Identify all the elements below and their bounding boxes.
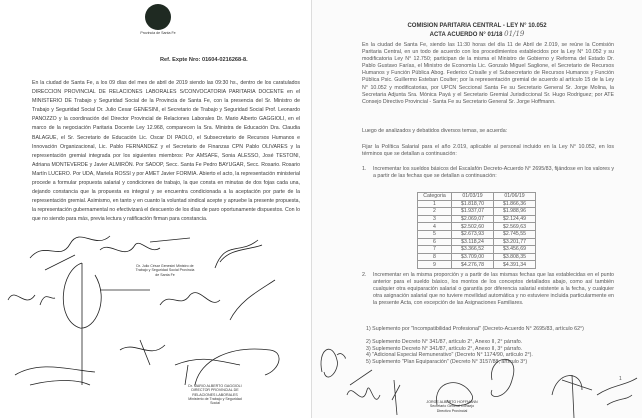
march-value-cell: $2.502,60 — [452, 223, 494, 231]
march-value-cell: $3.118,24 — [452, 238, 494, 246]
category-cell: 8 — [418, 253, 452, 261]
march-value-cell: $4.276,78 — [452, 261, 494, 269]
category-cell: 6 — [418, 238, 452, 246]
signature-f — [552, 375, 592, 418]
header-date-2: 01/06/19 — [494, 193, 536, 201]
page-number: 1 — [619, 376, 622, 382]
hoffmann-stamp: JORGE ALBERTO HOFFMANN Secretario General Consejo Directivo Provincial — [426, 400, 478, 413]
table-row — [418, 223, 536, 231]
item-text: Incrementar los sueldos básicos del Escalafón Decreto-Acuerdo N° 2695/83, fijándose en los valores y a partir de las fechas que se detallan a continuación: — [373, 166, 614, 180]
table-row — [418, 246, 536, 254]
signature-b — [347, 370, 380, 399]
signature-3 — [215, 240, 262, 268]
supplement-item: 1) Suplemento por "Incompatibilidad Profesional" (Decreto-Acuerdo N° 2695/83, artículo 62°) — [366, 326, 584, 332]
policy-paragraph: Fijar la Política Salarial para el año 2.019, aplicable al personal incluido en la Ley N° 10.052, en los términos que se detallan a continuación: — [362, 144, 614, 158]
item-number: 1. — [362, 166, 367, 172]
category-cell: 7 — [418, 246, 452, 254]
acta-number: ACTA ACUERDO N° 01/18 — [429, 32, 503, 38]
item-text: Incrementar en la misma proporción y a partir de las mismas fechas que las establecidas en el punto anterior para el sueldo básico, los montos de los conceptos detallados abajo, como así también cualquier otra equiparación salarial o garantía por diferencia salarial existente a la fecha, y cualquier otra asignación salarial que no tuviere movilidad automática y no estuviere incluida particularmente en la presente Acta, con excepción de las Asignaciones Familiares. — [373, 272, 614, 307]
june-value-cell: $2.124,49 — [494, 215, 536, 223]
category-cell: 9 — [418, 261, 452, 269]
category-cell: 4 — [418, 223, 452, 231]
signature-5 — [63, 263, 150, 385]
june-value-cell: $3.808,35 — [494, 253, 536, 261]
signature-1 — [30, 236, 110, 270]
agreement-line: Luego de analizados y debatidos diversos temas, se acuerda: — [362, 128, 508, 134]
handwritten-correction: 01/19 — [504, 30, 525, 38]
supplement-item: 5) Suplemento "Plan Equiparación" (Decreto N° 3157/88, artículo 3°) — [366, 359, 528, 365]
title-line: COMISION PARITARIA CENTRAL - LEY N° 10.052 — [407, 23, 547, 29]
logo-caption: Provincia de Santa Fe — [140, 31, 176, 35]
table-header-row — [418, 193, 536, 201]
june-value-cell: $4.391,34 — [494, 261, 536, 269]
signature-6 — [160, 280, 275, 320]
category-cell: 1 — [418, 200, 452, 208]
intro-paragraph: En la ciudad de Santa Fe, siendo las 11:30 horas del día 11 de Abril de 2.019, se reúne la Comisión Paritaria Central, en un todo de acuerdo con los procedimientos establecidos por la Ley N° 10.052 y su modificatoria Ley N° 12.750; participan de la misma el Ministro de Gobierno y Reforma del Estado Dr. Pablo Gustavo Farías, el Ministro de Economía Lic. Gonzalo Miguel Saglione, el Secretario de Recursos Humanos y Función Pública Abog. Federico Crisalle y el Subsecretario de Recursos Humanos y Función Pública Psic. Guillermo Esteban Coulter; por la representación gremial de acuerdo al artículo 15 de la Ley N° 10.052 y modificatorias, por UPCN Seccional Santa Fe su Secretario General Sr. Jorge Molina, la Secretaria Adjunta Sra. Mónica Payá y el Secretario Gremial Jurisdiccional Sr. Hugo Rodriguez; por ATE Consejo Directivo Provincial - Santa Fe su Secretario General Sr. Jorge Hoffmann. — [362, 42, 614, 105]
march-value-cell: $1.818,70 — [452, 200, 494, 208]
signature-e — [491, 359, 514, 396]
supplement-item: 4) "Adicional Especial Remunerativo" (Decreto N° 1174/90, artículo 2°). — [366, 352, 533, 358]
signature-c — [392, 380, 400, 415]
reference-number: Ref. Expte Nro: 01604-0216268-8. — [160, 57, 248, 63]
table-row — [418, 230, 536, 238]
signature-7 — [120, 340, 240, 365]
item-number: 2. — [362, 272, 367, 278]
march-value-cell: $2.673,93 — [452, 230, 494, 238]
minister-stamp: Dr. Julio César Genesini Ministro de Trabajo y Seguridad Social Provincia de Santa Fe — [135, 264, 195, 277]
march-value-cell: $3.709,00 — [452, 253, 494, 261]
category-cell: 5 — [418, 230, 452, 238]
june-value-cell: $1.866,36 — [494, 200, 536, 208]
supplement-item: 2) Suplemento Decreto N° 341/87, artículo 2°, Anexo II, 2° párrafo. — [366, 339, 523, 345]
signatures — [0, 0, 312, 418]
category-cell: 2 — [418, 208, 452, 216]
signature-a — [321, 349, 345, 377]
table-row — [418, 200, 536, 208]
march-value-cell: $1.937,07 — [452, 208, 494, 216]
director-stamp: Dr. MARIO ALBERTO GAGGIOLI DIRECTOR PROVINCIAL DE RELACIONES LABORALES Ministerio de Trabajo y Seguridad Social — [188, 384, 242, 406]
march-value-cell: $3.366,52 — [452, 246, 494, 254]
minutes-body: En la ciudad de Santa Fe, a los 09 días del mes de abril de 2019 siendo las 09:30 hs., dentro de los caratulados DIRECCION PROVINCIAL DE RELACIONES LABORALES S/CONVOCATORIA PARITARIA DOCENTE en el MINISTERIO DE Trabajo y Seguridad Social de la Provincia de Santa Fe, con la presencia del Sr. Ministro de Trabajo y Seguridad Social Dr. Julio Cesar GENESINI, el Secretario de Trabajo y Seguridad Social Prof. Leonardo PANOZZO y la coordinación del Director Provincial de Relaciones Laborales Dr. Mario Alberto GAGGIOLI, en el marco de la negociación Paritaria Docente Ley 12.968, comparecen la Sra. Ministra de Educación Dra. Claudia BALAGUE, el Sr. Secretario de Educación Lic. Oscar DI PAOLO, el Subsecretario de Recursos Humanos e Innovación Organizacional, Lic. Pablo FERNANDEZ y el Secretario de Finanzas CPN Pablo OLIVARES y la representación gremial integrada por los siguientes miembros: Por AMSAFE, Sonia ALESSO, José TESTONI, Adriana MONTEVERDE y Javier ALMIRÓN. Por SADOP, Secc. Santa Fe Pedro BAYUGAR, Secc. Rosario. Rosario Martín LUCERO. Por UDA, Mariela ROSSI y por AMET Javier FORMIA. Abierto el acto, la representación ministerial procede a formular propuesta salarial y condiciones de trabajo, la que consta en minutas de dos fojas cada una, dejando constancia que la propuesta es integral y se encuentra condicionada a la aceptación por parte de la representación gremial. Asimismo, en tanto y en cuanto la voluntad sindical acepte y apruebe la presente propuesta, la representación gubernamental no efectivizará el descuento de los días de paro oportunamente dispuestos. Con lo que no siendo para más, previa lectura y ratificación firman para constancia. — [32, 80, 300, 223]
signature-2 — [100, 238, 190, 252]
table-row — [418, 261, 536, 269]
signature-9 — [185, 349, 279, 385]
signature-4 — [8, 295, 55, 305]
june-value-cell: $2.745,55 — [494, 230, 536, 238]
signature-g — [597, 378, 637, 405]
salary-table — [417, 192, 536, 269]
supplement-item: 3) Suplemento Decreto N° 341/87, artículo 2°, Anexo II, 3° párrafo. — [366, 346, 523, 352]
table-row — [418, 215, 536, 223]
table-row — [418, 253, 536, 261]
header-date-1: 01/03/19 — [452, 193, 494, 201]
june-value-cell: $2.569,63 — [494, 223, 536, 231]
signature-8 — [15, 367, 95, 385]
left-document-page — [0, 0, 312, 418]
table-row — [418, 238, 536, 246]
june-value-cell: $1.988,96 — [494, 208, 536, 216]
june-value-cell: $3.456,69 — [494, 246, 536, 254]
june-value-cell: $3.201,77 — [494, 238, 536, 246]
march-value-cell: $2.069,07 — [452, 215, 494, 223]
header-category: Categoria — [418, 193, 452, 201]
table-row — [418, 208, 536, 216]
category-cell: 3 — [418, 215, 452, 223]
